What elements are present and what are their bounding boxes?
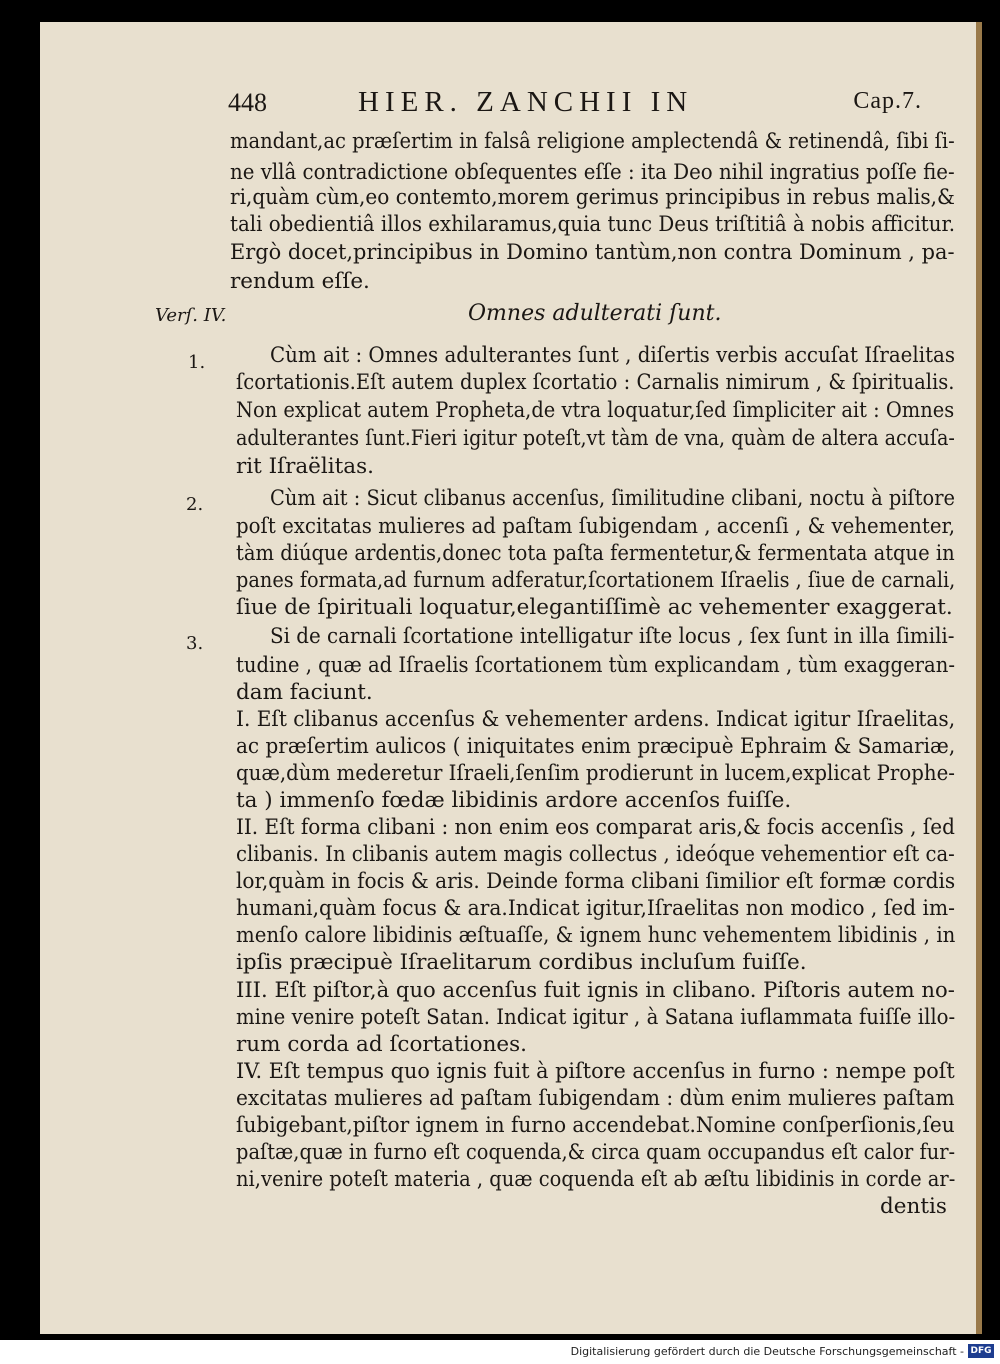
page-header — [228, 88, 952, 124]
chapter-label: Cap.7. — [853, 88, 922, 114]
body-line: rit Iſraëlitas. — [236, 454, 374, 479]
body-line: ſiue de ſpirituali loquatur,elegantiſſimè ac vehementer exaggerat. — [236, 595, 953, 620]
body-line: ta ) immenſo fœdæ libidinis ardore accenſos fuiſſe. — [236, 788, 792, 813]
body-line: quæ,dùm mederetur Iſraeli,ſenſim prodierunt in lucem,explicat Prophe- — [236, 761, 955, 786]
body-line: III. Eſt piſtor,à quo accenſus fuit ignis in clibano. Piſtoris autem no- — [236, 978, 955, 1003]
body-line: mine venire poteſt Satan. Indicat igitur , à Satana iuflammata fuiſſe illo- — [236, 1005, 956, 1030]
catchword: dentis — [880, 1194, 947, 1219]
body-line: dam faciunt. — [236, 680, 373, 705]
body-line: tudine , quæ ad Iſraelis ſcortationem tùm explicandam , tùm exaggeran- — [236, 653, 955, 678]
margin-number: 2. — [186, 494, 204, 515]
body-line: ſcortationis.Eſt autem duplex ſcortatio : Carnalis nimirum , & ſpiritualis. — [236, 370, 955, 395]
body-line: mandant,ac præſertim in falsâ religione amplectendâ & retinendâ, ſibi ſi- — [230, 129, 955, 154]
body-line: IV. Eſt tempus quo ignis fuit à piſtore accenſus in furno : nempe poſt — [236, 1059, 955, 1084]
body-line: tali obedientiâ illos exhilaramus,quia tunc Deus triſtitiâ à nobis afficitur. — [230, 212, 956, 237]
body-line: lor,quàm in focis & aris. Deinde forma clibani ſimilior eſt formæ cordis — [236, 869, 956, 894]
body-line: I. Eſt clibanus accenſus & vehementer ardens. Indicat igitur Iſraelitas, — [236, 707, 956, 732]
body-line: humani,quàm focus & ara.Indicat igitur,Iſraelitas non modico , ſed im- — [236, 896, 955, 921]
margin-verse-label: Verſ. IV. — [155, 305, 227, 326]
body-line: adulterantes ſunt.Fieri igitur poteſt,vt tàm de vna, quàm de altera accuſa- — [236, 426, 955, 451]
body-line: rendum eſſe. — [230, 269, 370, 294]
body-line: ac præſertim aulicos ( iniquitates enim præcipuè Ephraim & Samariæ, — [236, 734, 956, 759]
page-number: 448 — [228, 88, 267, 117]
body-line: Ergò docet,principibus in Domino tantùm,non contra Dominum , pa- — [230, 240, 955, 265]
body-line: II. Eſt forma clibani : non enim eos comparat aris,& focis accenſis , ſed — [236, 815, 955, 840]
dfg-logo: DFG — [968, 1344, 994, 1358]
body-line: tàm diúque ardentis,donec tota paſta fermentetur,& fermentata atque in — [236, 541, 955, 566]
body-line: Cùm ait : Omnes adulterantes ſunt , diſertis verbis accuſat Iſraelitas — [270, 343, 956, 368]
body-line: paſtæ,quæ in furno eſt coquenda,& circa quam occupandus eſt calor fur- — [236, 1140, 956, 1165]
margin-number: 3. — [186, 633, 204, 654]
body-line: excitatas mulieres ad paſtam ſubigendam : dùm enim mulieres paſtam — [236, 1086, 955, 1111]
body-line: ſubigebant,piſtor ignem in furno accendebat.Nomine conſperſionis,ſeu — [236, 1113, 955, 1138]
body-line: menſo calore libidinis æſtuaſſe, & ignem hunc vehementem libidinis , in — [236, 923, 956, 948]
body-line: rum corda ad ſcortationes. — [236, 1032, 528, 1057]
body-line: Non explicat autem Propheta,de vtra loquatur,ſed ſimpliciter ait : Omnes — [236, 398, 955, 423]
body-line: Cùm ait : Sicut clibanus accenſus, ſimilitudine clibani, noctu à piſtore — [270, 486, 956, 511]
margin-number: 1. — [188, 352, 206, 373]
body-line: Si de carnali ſcortatione intelligatur iſte locus , ſex ſunt in illa ſimili- — [270, 624, 955, 649]
verse-heading: Omnes adulterati ſunt. — [468, 301, 722, 326]
body-line: ipſis præcipuè Iſraelitarum cordibus incluſum fuiſſe. — [236, 950, 807, 975]
funding-credit: Digitalisierung gefördert durch die Deutsche Forschungsgemeinschaft - — [570, 1345, 964, 1358]
body-line: poſt excitatas mulieres ad paſtam ſubigendam , accenſi , & vehementer, — [236, 514, 956, 539]
body-line: panes formata,ad furnum adferatur,ſcortationem Iſraelis , ſiue de carnali, — [236, 568, 956, 593]
body-line: ri,quàm cùm,eo contemto,morem gerimus principibus in rebus malis,& — [230, 185, 955, 210]
body-line: ne vllâ contradictione obſequentes eſſe : ita Deo nihil ingratius poſſe fie- — [230, 160, 955, 185]
body-line: ni,venire poteſt materia , quæ coquenda eſt ab æſtu libidinis in corde ar- — [236, 1167, 956, 1192]
running-head: HIER. ZANCHII IN — [358, 86, 694, 118]
body-line: clibanis. In clibanis autem magis collectus , ideóque vehementior eſt ca- — [236, 842, 955, 867]
